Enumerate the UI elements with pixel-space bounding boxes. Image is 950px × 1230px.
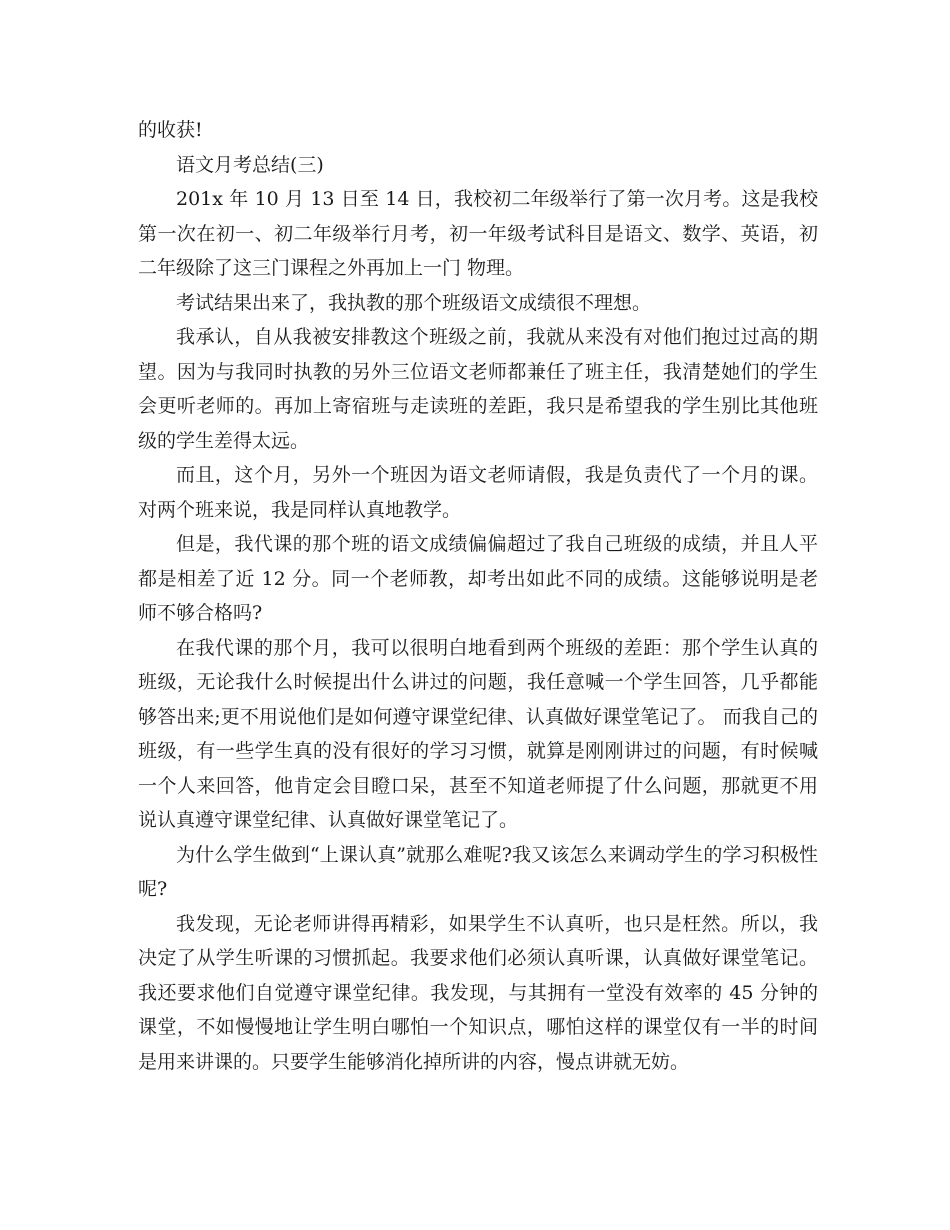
paragraph: 而且，这个月，另外一个班因为语文老师请假，我是负责代了一个月的课。对两个班来说，我是同样认真地教学。 xyxy=(138,464,818,521)
section-heading: 语文月考总结(三) xyxy=(176,153,324,176)
paragraph: 201x 年 10 月 13 日至 14 日，我校初二年级举行了第一次月考。这是我校第一次在初一、初二年级举行月考，初一年级考试科目是语文、数学、英语，初二年级除了这三门课程之外再加上一门 物理。 xyxy=(138,188,818,279)
paragraph: 在我代课的那个月，我可以很明白地看到两个班级的差距：那个学生认真的班级，无论我什么时候提出什么讲过的问题，我任意喊一个学生回答，几乎都能够答出来;更不用说他们是如何遵守课堂纪律、认真做好课堂笔记了。 而我自己的班级，有一些学生真的没有很好的学习习惯，就算是刚刚讲过的问题，有时候喊一个人来回答，他肯定会目瞪口呆，甚至不知道老师提了什么问题，那就更不用说认真遵守课堂纪律、认真做好课堂笔记了。 xyxy=(138,636,818,831)
paragraph: 我承认，自从我被安排教这个班级之前，我就从来没有对他们抱过过高的期望。因为与我同时执教的另外三位语文老师都兼任了班主任，我清楚她们的学生会更听老师的。再加上寄宿班与走读班的差距，我只是希望我的学生别比其他班级的学生差得太远。 xyxy=(138,326,818,452)
paragraph-continuation: 的收获! xyxy=(138,119,203,141)
paragraph: 我发现，无论老师讲得再精彩，如果学生不认真听，也只是枉然。所以，我决定了从学生听课的习惯抓起。我要求他们必须认真听课，认真做好课堂笔记。我还要求他们自觉遵守课堂纪律。我发现，与其拥有一堂没有效率的 45 分钟的课堂，不如慢慢地让学生明白哪怕一个知识点，哪怕这样的课堂仅有一半的时间是用来讲课的。只要学生能够消化掉所讲的内容，慢点讲就无妨。 xyxy=(138,912,818,1073)
paragraph: 考试结果出来了，我执教的那个班级语文成绩很不理想。 xyxy=(176,291,652,314)
paragraph: 为什么学生做到“上课认真”就那么难呢?我又该怎么来调动学生的学习积极性呢? xyxy=(138,843,818,900)
paragraph: 但是，我代课的那个班的语文成绩偏偏超过了我自己班级的成绩，并且人平都是相差了近 12 分。同一个老师教，却考出如此不同的成绩。这能够说明是老师不够合格吗? xyxy=(138,533,818,624)
document-body xyxy=(138,113,818,1079)
